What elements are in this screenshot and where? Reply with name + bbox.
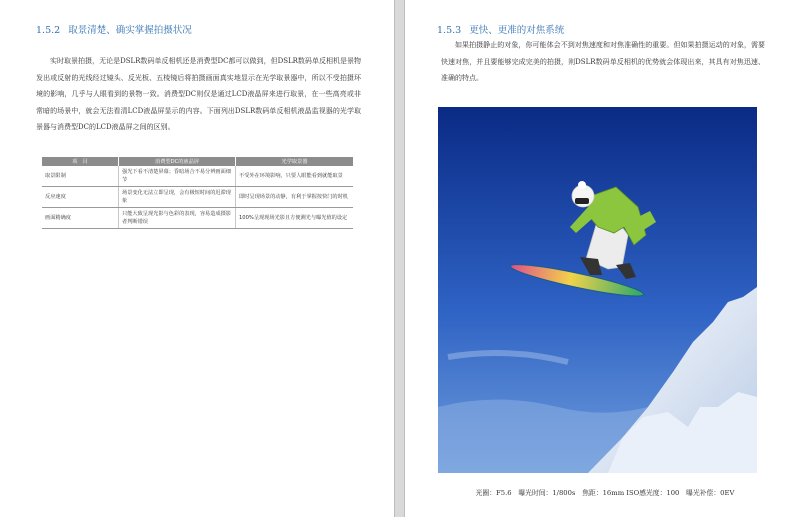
section-heading xyxy=(437,22,564,36)
section-number: 1.5.3 xyxy=(437,25,462,36)
left-page xyxy=(0,0,394,517)
table-cell: 100%呈现现场光影且方便测光与曝光值的设定 xyxy=(236,208,354,229)
table-header-cell: 光学取景器 xyxy=(236,157,354,166)
table-row xyxy=(42,208,353,229)
table-row xyxy=(42,187,353,208)
section-number: 1.5.2 xyxy=(36,25,61,36)
table-cell: 强光下看不清楚屏幕；昏暗场合不易分辨画面细节 xyxy=(119,166,236,187)
page-gutter xyxy=(394,0,405,517)
table-header-cell: 项 目 xyxy=(42,157,119,166)
right-page xyxy=(405,0,799,517)
table-row xyxy=(42,166,353,187)
body-paragraph: 如果拍摄静止的对象，你可能体会不到对焦速度和对焦准确性的重要。但如果拍摄运动的对象，需要快速对焦，并且要能够完成完美的拍摄，则DSLR数码单反相机的优势就会体现出来，其具有对焦迅速、准确的特点。 xyxy=(441,41,765,82)
table-header-cell: 消费型DC的液晶屏 xyxy=(119,157,236,166)
section-title: 取景清楚、确实掌握拍摄状况 xyxy=(68,25,192,36)
table-cell: 不受外在环境影响，只要人眼能看到就能取景 xyxy=(236,166,354,187)
table-cell: 即时呈现场景的动静，有利于掌握按快门的时机 xyxy=(236,187,354,208)
body-paragraph: 实时取景拍摄，无论是DSLR数码单反相机还是消费型DC都可以做到，但DSLR数码单反相机是景物发出或反射的光线经过镜头、反光板、五棱镜后将拍摄画面真实地显示在光学取景器中，所以不受拍摄环境的影响，几乎与人眼看到的景物一致。消费型DC则仅是通过LCD液晶屏来进行取景，在一些高亮或非常暗的场景中，就会无法看清LCD液晶屏显示的内容。下面列出DSLR数码单反相机液晶监视器的光学取景器与消费型DC的LCD液晶屏之间的区别。 xyxy=(36,57,361,131)
table-cell: 只能大致呈现光影与色彩的表现，容易造成摄影者判断错误 xyxy=(119,208,236,229)
section-heading xyxy=(36,22,192,36)
section-title: 更快、更准的对焦系统 xyxy=(469,25,565,36)
snowboarder-photo xyxy=(438,107,757,473)
table-header-row xyxy=(42,157,353,166)
table-cell: 场景变化无法立即呈现，会有极短时间的迟滞现象 xyxy=(119,187,236,208)
table-cell: 取景限制 xyxy=(42,166,119,187)
comparison-table xyxy=(42,157,353,229)
photo-caption: 光圈：F5.6 曝光时间：1/800s 焦距：16mm ISO感光度：100 曝光补偿：0EV xyxy=(475,489,735,497)
table-cell: 反应速度 xyxy=(42,187,119,208)
table-cell: 画面精确度 xyxy=(42,208,119,229)
